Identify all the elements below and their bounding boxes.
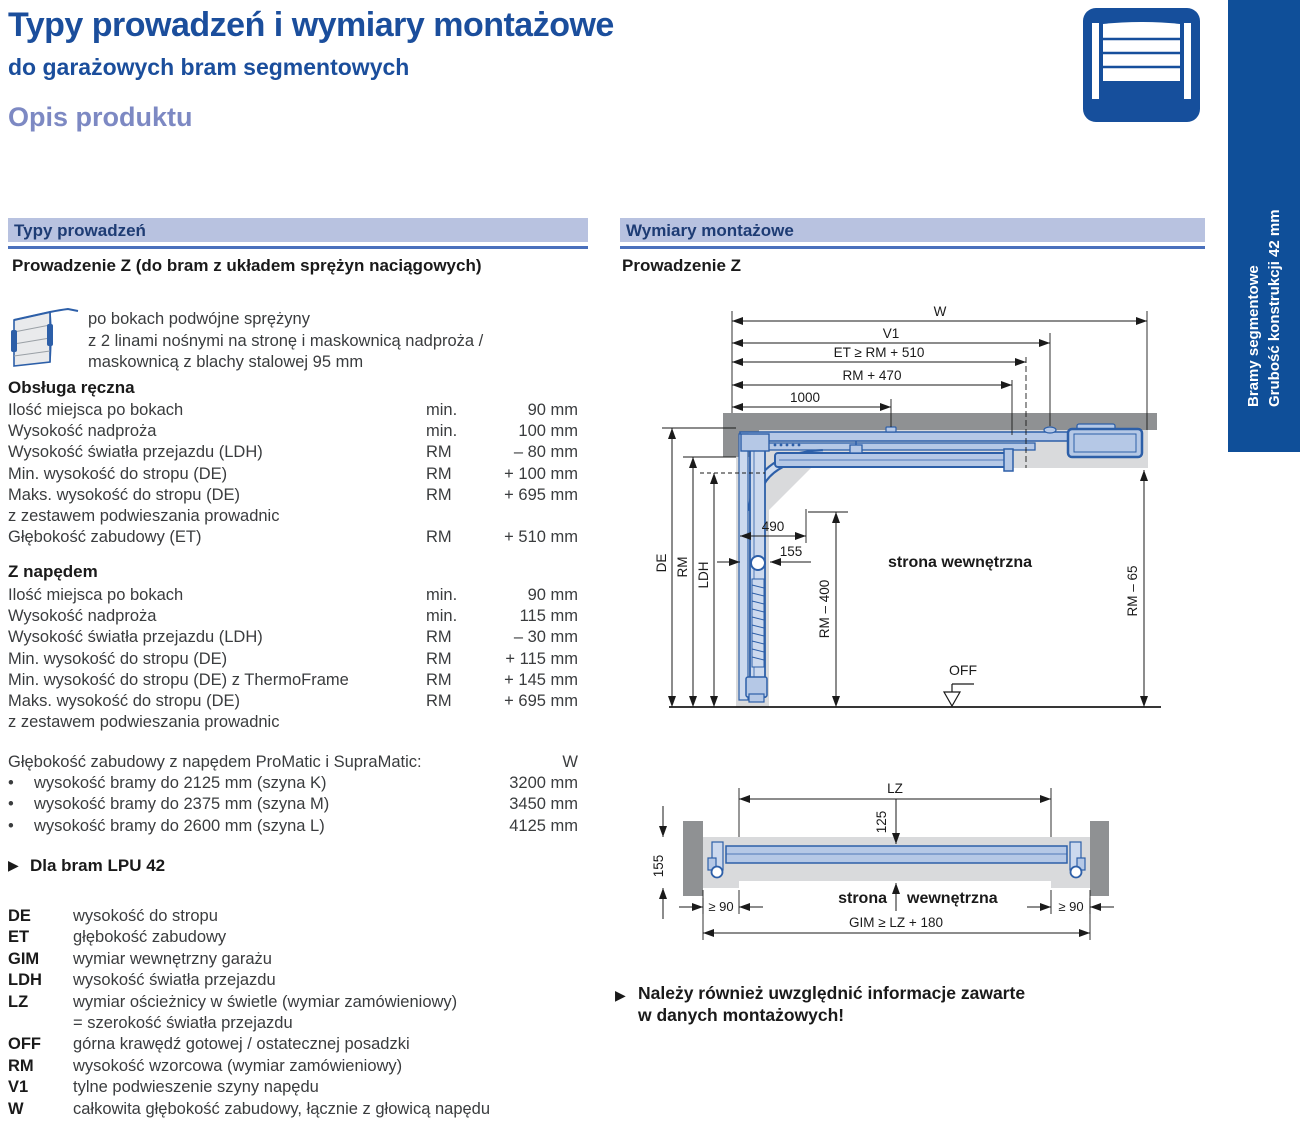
legend-row (8, 949, 583, 970)
depth-item-value: 3450 mm (509, 795, 578, 814)
powered-section-title: Z napędem (8, 562, 98, 581)
side-tab-line1: Bramy segmentowe (1245, 265, 1262, 407)
drive-depth-block (8, 752, 578, 837)
rail-clamp (886, 427, 896, 432)
dim-155: 155 (779, 544, 803, 559)
legend-desc-text: wymiar ościeżnicy w świetle (wymiar zamówieniowy) (73, 992, 458, 1011)
legend-abbr: ET (8, 928, 30, 947)
list-item (8, 794, 578, 815)
bullet-icon: • (8, 774, 14, 793)
legend-desc (73, 1077, 583, 1098)
bullet-icon: • (8, 795, 14, 814)
intro-line: z 2 linami nośnymi na stronę i maskownicą nadproża / (88, 331, 484, 350)
installation-note-text (638, 982, 1025, 1026)
spec-value: + 695 mm (504, 692, 578, 711)
dim-gim: GIM ≥ LZ + 180 (848, 915, 944, 930)
spec-value: + 145 mm (504, 670, 578, 689)
spec-ref: RM (426, 464, 452, 483)
spec-value: + 695 mm (504, 485, 578, 504)
side-tab-text (1228, 0, 1300, 452)
lpu-note-text: Dla bram LPU 42 (30, 856, 166, 875)
depth-item-label: wysokość bramy do 2375 mm (szyna M) (34, 795, 330, 814)
legend-desc (73, 949, 583, 970)
dim-ldh: LDH (696, 561, 711, 589)
legend-row (8, 1099, 583, 1120)
intro-line: po bokach podwójne sprężyny (88, 310, 310, 328)
side-tab (1228, 0, 1300, 452)
right-header-underline (620, 246, 1205, 249)
right-subheader: Prowadzenie Z (622, 256, 742, 275)
legend-row (8, 1077, 583, 1098)
dim-rm: RM (675, 556, 690, 578)
page-subtitle: do garażowych bram segmentowych (8, 54, 410, 80)
inner-plan-word2: wewnętrzna (907, 890, 998, 907)
table-row (8, 691, 578, 712)
legend-desc2-text: = szerokość światła przejazdu (73, 1014, 293, 1033)
table-row (8, 421, 578, 442)
dim-490: 490 (761, 519, 785, 534)
inner-plan-word1: strona (838, 890, 887, 907)
depth-intro-value: W (562, 753, 578, 771)
dim-rm470: RM + 470 (842, 368, 902, 383)
legend-abbr: LZ (8, 992, 29, 1011)
spec-value: 90 mm (527, 586, 578, 604)
rail-hanger (850, 445, 862, 453)
spec-ref: RM (426, 443, 452, 462)
list-item (8, 816, 578, 837)
spec-ref: min. (426, 422, 458, 441)
inner-side-label: strona wewnętrzna (887, 554, 1033, 571)
legend-abbr: OFF (8, 1035, 41, 1054)
spec-label: Wysokość światła przejazdu (LDH) (8, 443, 263, 462)
legend-abbr: W (8, 1099, 24, 1118)
spec-label: Ilość miejsca po bokach (8, 401, 184, 419)
triangle-marker-icon: ▶ (615, 987, 626, 1003)
dim-v1: V1 (882, 326, 900, 341)
legend-desc-text: tylne podwieszenie szyny napędu (73, 1078, 319, 1097)
spec-ref: min. (426, 401, 458, 419)
table-row (8, 606, 578, 627)
spec-value: 100 mm (518, 422, 578, 441)
top-corner-bracket (741, 434, 769, 451)
spec-label: Wysokość nadproża (8, 422, 157, 441)
cable-drum (751, 556, 765, 570)
table-row (8, 670, 578, 691)
table-row (8, 442, 578, 463)
spec-ref: RM (426, 628, 452, 647)
side-tab-line2: Grubość konstrukcji 42 mm (1266, 209, 1283, 407)
spec-ref: RM (426, 485, 452, 504)
spec-label: Min. wysokość do stropu (DE) (8, 464, 228, 483)
table-row (8, 585, 578, 606)
depth-intro-row (8, 752, 578, 773)
intro-text (88, 309, 558, 374)
spec-ref: RM (426, 649, 452, 668)
spec-value: – 30 mm (513, 628, 578, 647)
note-line2: w danych montażowych! (638, 1005, 845, 1025)
depth-item-label: wysokość bramy do 2600 mm (szyna L) (34, 816, 325, 835)
legend (8, 906, 583, 1120)
tension-spring (752, 579, 764, 667)
spec-ref: min. (426, 586, 458, 604)
legend-desc-text: całkowita głębokość zabudowy, łącznie z głowicą napędu (73, 1099, 491, 1118)
legend-row (8, 1034, 583, 1055)
legend-desc (73, 1099, 583, 1120)
legend-abbr: DE (8, 907, 31, 925)
legend-abbr: GIM (8, 949, 40, 968)
intro-line: maskownicą z blachy stalowej 95 mm (88, 353, 364, 371)
v1-clamp (1044, 427, 1056, 433)
legend-desc (73, 906, 583, 927)
left-header-bar (8, 218, 588, 242)
spec-label: Min. wysokość do stropu (DE) z ThermoFrame (8, 670, 349, 689)
spec-label: z zestawem podwieszania prowadnic (8, 713, 280, 732)
triangle-marker-icon: ▶ (8, 857, 19, 873)
right-header-title: Wymiary montażowe (626, 221, 794, 240)
dim-de: DE (654, 553, 669, 573)
sectional-door-icon (1083, 8, 1200, 122)
spec-ref: RM (426, 528, 452, 547)
dim-ge90-left: ≥ 90 (708, 899, 734, 914)
drive-head (1068, 429, 1142, 457)
legend-row (8, 992, 583, 1035)
side-view-diagram (615, 295, 1195, 720)
legend-desc-text: głębokość zabudowy (73, 928, 227, 947)
drive-rail (740, 432, 1068, 441)
legend-desc-text: wymiar wewnętrzny garażu (73, 949, 272, 968)
legend-desc (73, 970, 583, 991)
depth-intro-label: Głębokość zabudowy z napędem ProMatic i SupraMatic: (8, 753, 422, 771)
legend-row (8, 927, 583, 948)
legend-desc (73, 992, 583, 1035)
table-row (8, 527, 578, 548)
legend-abbr: V1 (8, 1078, 29, 1097)
table-row (8, 712, 578, 733)
roller-right (1071, 867, 1082, 878)
plan-view-diagram (615, 780, 1195, 948)
spec-ref (426, 712, 484, 733)
door-sketch-icon (2, 304, 80, 374)
manual-section-title: Obsługa ręczna (8, 378, 135, 397)
depth-item-value: 4125 mm (509, 816, 578, 835)
spec-value (484, 712, 578, 733)
spec-label: Głębokość zabudowy (ET) (8, 528, 202, 547)
list-item (8, 773, 578, 794)
note-line1: Należy również uwzględnić informacje zawarte (638, 983, 1026, 1003)
table-row (8, 400, 578, 421)
legend-desc (73, 927, 583, 948)
table-row (8, 464, 578, 485)
spec-ref: min. (426, 607, 458, 626)
leaf-end-bracket (1004, 449, 1013, 471)
bullet-icon: • (8, 816, 14, 835)
section-label: Opis produktu (8, 102, 193, 132)
table-row (8, 627, 578, 648)
depth-item-label: wysokość bramy do 2125 mm (szyna K) (34, 774, 327, 793)
legend-row (8, 970, 583, 991)
floor-datum-icon (944, 692, 960, 706)
dim-rm65: RM – 65 (1125, 565, 1140, 617)
right-header-bar (620, 218, 1205, 242)
table-row (8, 485, 578, 506)
spec-label: Maks. wysokość do stropu (DE) (8, 692, 240, 711)
spec-label: Ilość miejsca po bokach (8, 586, 184, 604)
spec-value: 115 mm (519, 607, 578, 626)
door-track-horizontal (767, 443, 1035, 450)
spec-ref: RM (426, 692, 452, 711)
left-header-title: Typy prowadzeń (14, 221, 146, 240)
vertical-track (739, 434, 748, 700)
spec-label: Wysokość nadproża (8, 607, 157, 626)
legend-abbr: LDH (8, 971, 42, 990)
legend-desc-text: wysokość wzorcowa (wymiar zamówieniowy) (73, 1056, 403, 1075)
table-row (8, 506, 578, 527)
off-label: OFF (949, 662, 977, 678)
spec-ref (426, 506, 484, 527)
spec-label: z zestawem podwieszania prowadnic (8, 507, 280, 526)
door-panel (726, 846, 1067, 863)
page-title: Typy prowadzeń i wymiary montażowe (8, 6, 614, 44)
dim-125: 125 (874, 810, 889, 834)
installation-note (615, 982, 1175, 1026)
left-header-underline (8, 246, 588, 249)
powered-spec-table (8, 585, 578, 733)
lpu-note (8, 856, 165, 876)
spec-value: + 510 mm (504, 528, 578, 547)
legend-desc-text: wysokość do stropu (73, 907, 218, 925)
depth-item-value: 3200 mm (509, 774, 578, 793)
dim-lz: LZ (887, 781, 903, 796)
spec-ref: RM (426, 670, 452, 689)
legend-desc-text: górna krawędź gotowej / ostatecznej posadzki (73, 1035, 410, 1054)
spec-label: Min. wysokość do stropu (DE) (8, 649, 228, 668)
dim-1000: 1000 (789, 390, 821, 405)
legend-row (8, 906, 583, 927)
dim-rm400: RM – 400 (817, 579, 832, 639)
legend-desc-text: wysokość światła przejazdu (73, 971, 276, 990)
legend-desc (73, 1056, 583, 1077)
spec-label: Maks. wysokość do stropu (DE) (8, 485, 240, 504)
spec-value: 90 mm (527, 401, 578, 419)
spec-value: – 80 mm (513, 443, 578, 462)
dim-ge90-right: ≥ 90 (1058, 899, 1084, 914)
spec-label: Wysokość światła przejazdu (LDH) (8, 628, 263, 647)
spec-value (484, 506, 578, 527)
wall-right (1090, 821, 1109, 896)
manual-spec-table (8, 400, 578, 548)
table-row (8, 649, 578, 670)
spec-value: + 115 mm (505, 649, 578, 668)
legend-abbr: RM (8, 1056, 34, 1075)
wall-left (683, 821, 703, 896)
roller-left (712, 867, 723, 878)
legend-desc (73, 1034, 583, 1055)
left-subheader: Prowadzenie Z (do bram z układem sprężyn naciągowych) (12, 256, 482, 275)
dim-et: ET ≥ RM + 510 (833, 345, 925, 360)
legend-row (8, 1056, 583, 1077)
dim-155-plan: 155 (651, 854, 666, 878)
spec-value: + 100 mm (504, 464, 578, 483)
dim-w: W (933, 304, 947, 319)
